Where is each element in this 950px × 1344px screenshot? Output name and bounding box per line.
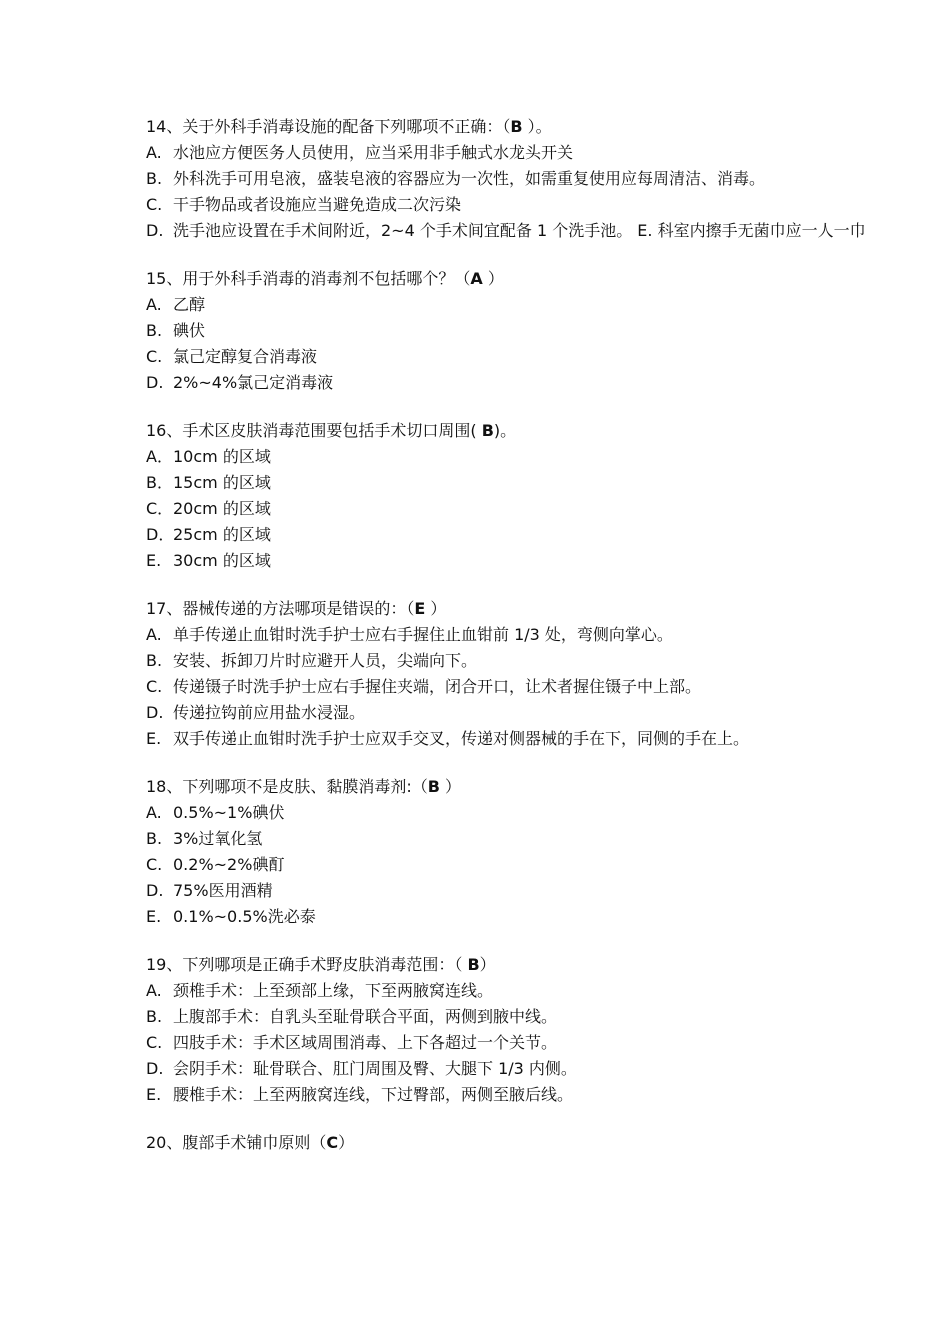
option-text: 传递拉钩前应用盐水浸湿。 — [173, 703, 366, 722]
option-item — [146, 218, 876, 244]
option-label: B. — [146, 829, 163, 848]
option-text: 0.1%~0.5%洗必泰 — [173, 907, 316, 926]
option-label: A. — [146, 295, 162, 314]
option-text: 外科洗手可用皂液，盛装皂液的容器应为一次性，如需重复使用应每周清洁、消毒。 — [173, 169, 766, 188]
option-item — [146, 1004, 876, 1030]
question-text-end: ） — [439, 777, 462, 796]
option-item — [146, 648, 876, 674]
option-item — [146, 878, 876, 904]
option-label: B. — [146, 651, 163, 670]
option-label: E. — [146, 907, 162, 926]
option-label: A. — [146, 981, 162, 1000]
option-text: 水池应方便医务人员使用，应当采用非手触式水龙头开关 — [173, 143, 574, 162]
question-text-end: ）。 — [522, 117, 552, 136]
option-item — [146, 140, 876, 166]
option-item — [146, 852, 876, 878]
option-text: 洗手池应设置在手术间附近，2~4 个手术间宜配备 1 个洗手池。 E. 科室内擦手无菌巾应一人一巾 — [173, 221, 866, 240]
option-item — [146, 166, 876, 192]
option-item — [146, 548, 876, 574]
option-label: A. — [146, 143, 162, 162]
option-item — [146, 726, 876, 752]
option-label: C. — [146, 677, 163, 696]
option-item — [146, 192, 876, 218]
question-text: 17、器械传递的方法哪项是错误的：（ — [146, 599, 415, 618]
question-block — [146, 952, 876, 1108]
answer-letter: E — [414, 599, 426, 618]
question-list — [146, 114, 876, 1178]
option-label: A. — [146, 625, 162, 644]
question-text: 15、用于外科手消毒的消毒剂不包括哪个？（ — [146, 269, 471, 288]
option-text: 传递镊子时洗手护士应右手握住夹端，闭合开口，让术者握住镊子中上部。 — [173, 677, 702, 696]
option-text: 颈椎手术：上至颈部上缘，下至两腋窝连线。 — [173, 981, 494, 1000]
answer-letter: A — [470, 269, 483, 288]
answer-letter: C — [326, 1133, 339, 1152]
option-text: 75%医用酒精 — [173, 881, 273, 900]
question-block — [146, 774, 876, 930]
option-text: 单手传递止血钳时洗手护士应右手握住止血钳前 1/3 处，弯侧向掌心。 — [173, 625, 673, 644]
option-text: 氯己定醇复合消毒液 — [173, 347, 318, 366]
question-block — [146, 1130, 876, 1156]
option-label: D. — [146, 881, 164, 900]
option-text: 安装、拆卸刀片时应避开人员，尖端向下。 — [173, 651, 478, 670]
question-text-end: ） — [482, 269, 504, 288]
option-label: D. — [146, 221, 164, 240]
option-text: 20cm 的区域 — [173, 499, 271, 518]
option-item — [146, 826, 876, 852]
option-item — [146, 344, 876, 370]
question-stem — [146, 418, 876, 444]
question-stem — [146, 952, 876, 978]
question-stem — [146, 774, 876, 800]
option-text: 25cm 的区域 — [173, 525, 271, 544]
option-item — [146, 444, 876, 470]
option-label: C. — [146, 347, 163, 366]
option-text: 会阴手术：耻骨联合、肛门周围及臀、大腿下 1/3 内侧。 — [173, 1059, 577, 1078]
option-label: A． — [146, 447, 173, 466]
question-block — [146, 596, 876, 752]
question-text: 16、手术区皮肤消毒范围要包括手术切口周围( — [146, 421, 482, 440]
option-item — [146, 1056, 876, 1082]
question-text: 19、下列哪项是正确手术野皮肤消毒范围：（ — [146, 955, 468, 974]
option-label: D. — [146, 1059, 164, 1078]
option-label: B. — [146, 321, 163, 340]
option-label: E. — [146, 729, 162, 748]
option-item — [146, 496, 876, 522]
option-label: C． — [146, 499, 174, 518]
option-label: E. — [146, 1085, 162, 1104]
option-text: 碘伏 — [173, 321, 206, 340]
option-label: C. — [146, 1033, 163, 1052]
option-text: 30cm 的区域 — [173, 551, 271, 570]
answer-letter: B — [510, 117, 523, 136]
option-item — [146, 674, 876, 700]
option-text: 乙醇 — [173, 295, 206, 314]
option-label: B. — [146, 1007, 163, 1026]
option-text: 四肢手术：手术区域周围消毒、上下各超过一个关节。 — [173, 1033, 558, 1052]
question-text-end: )。 — [493, 421, 517, 440]
option-text: 0.5%~1%碘伏 — [173, 803, 285, 822]
option-label: C. — [146, 195, 163, 214]
question-stem — [146, 266, 876, 292]
option-item — [146, 292, 876, 318]
option-label: C. — [146, 855, 163, 874]
question-block — [146, 418, 876, 574]
option-text: 3%过氧化氢 — [173, 829, 263, 848]
option-item — [146, 1030, 876, 1056]
question-text: 14、关于外科手消毒设施的配备下列哪项不正确：（ — [146, 117, 511, 136]
option-text: 0.2%~2%碘酊 — [173, 855, 285, 874]
option-item — [146, 318, 876, 344]
question-text-end: ） — [479, 955, 496, 974]
option-item — [146, 700, 876, 726]
option-label: B. — [146, 169, 163, 188]
question-text: 20、腹部手术铺巾原则（ — [146, 1133, 327, 1152]
question-text-end: ） — [425, 599, 447, 618]
option-label: D. — [146, 373, 164, 392]
option-item — [146, 370, 876, 396]
question-stem — [146, 596, 876, 622]
option-text: 上腹部手术：自乳头至耻骨联合平面，两侧到腋中线。 — [173, 1007, 558, 1026]
answer-letter: B — [467, 955, 480, 974]
option-item — [146, 470, 876, 496]
option-text: 2%~4%氯己定消毒液 — [173, 373, 334, 392]
option-label: D. — [146, 703, 164, 722]
option-text: 15cm 的区域 — [173, 473, 271, 492]
option-text: 双手传递止血钳时洗手护士应双手交叉，传递对侧器械的手在下，同侧的手在上。 — [173, 729, 750, 748]
option-item — [146, 904, 876, 930]
option-text: 腰椎手术：上至两腋窝连线，下过臀部，两侧至腋后线。 — [173, 1085, 574, 1104]
question-text-end: ） — [338, 1133, 355, 1152]
question-stem — [146, 1130, 876, 1156]
option-text: 干手物品或者设施应当避免造成二次污染 — [173, 195, 462, 214]
question-text: 18、下列哪项不是皮肤、黏膜消毒剂:（ — [146, 777, 428, 796]
option-label: D． — [146, 525, 175, 544]
option-item — [146, 800, 876, 826]
option-label: B． — [146, 473, 173, 492]
option-item — [146, 622, 876, 648]
option-item — [146, 522, 876, 548]
option-item — [146, 978, 876, 1004]
option-label: A. — [146, 803, 162, 822]
question-block — [146, 266, 876, 396]
answer-letter: B — [481, 421, 494, 440]
question-block — [146, 114, 876, 244]
answer-letter: B — [427, 777, 440, 796]
option-text: 10cm 的区域 — [173, 447, 271, 466]
option-item — [146, 1082, 876, 1108]
option-label: E. — [146, 551, 162, 570]
question-stem — [146, 114, 876, 140]
